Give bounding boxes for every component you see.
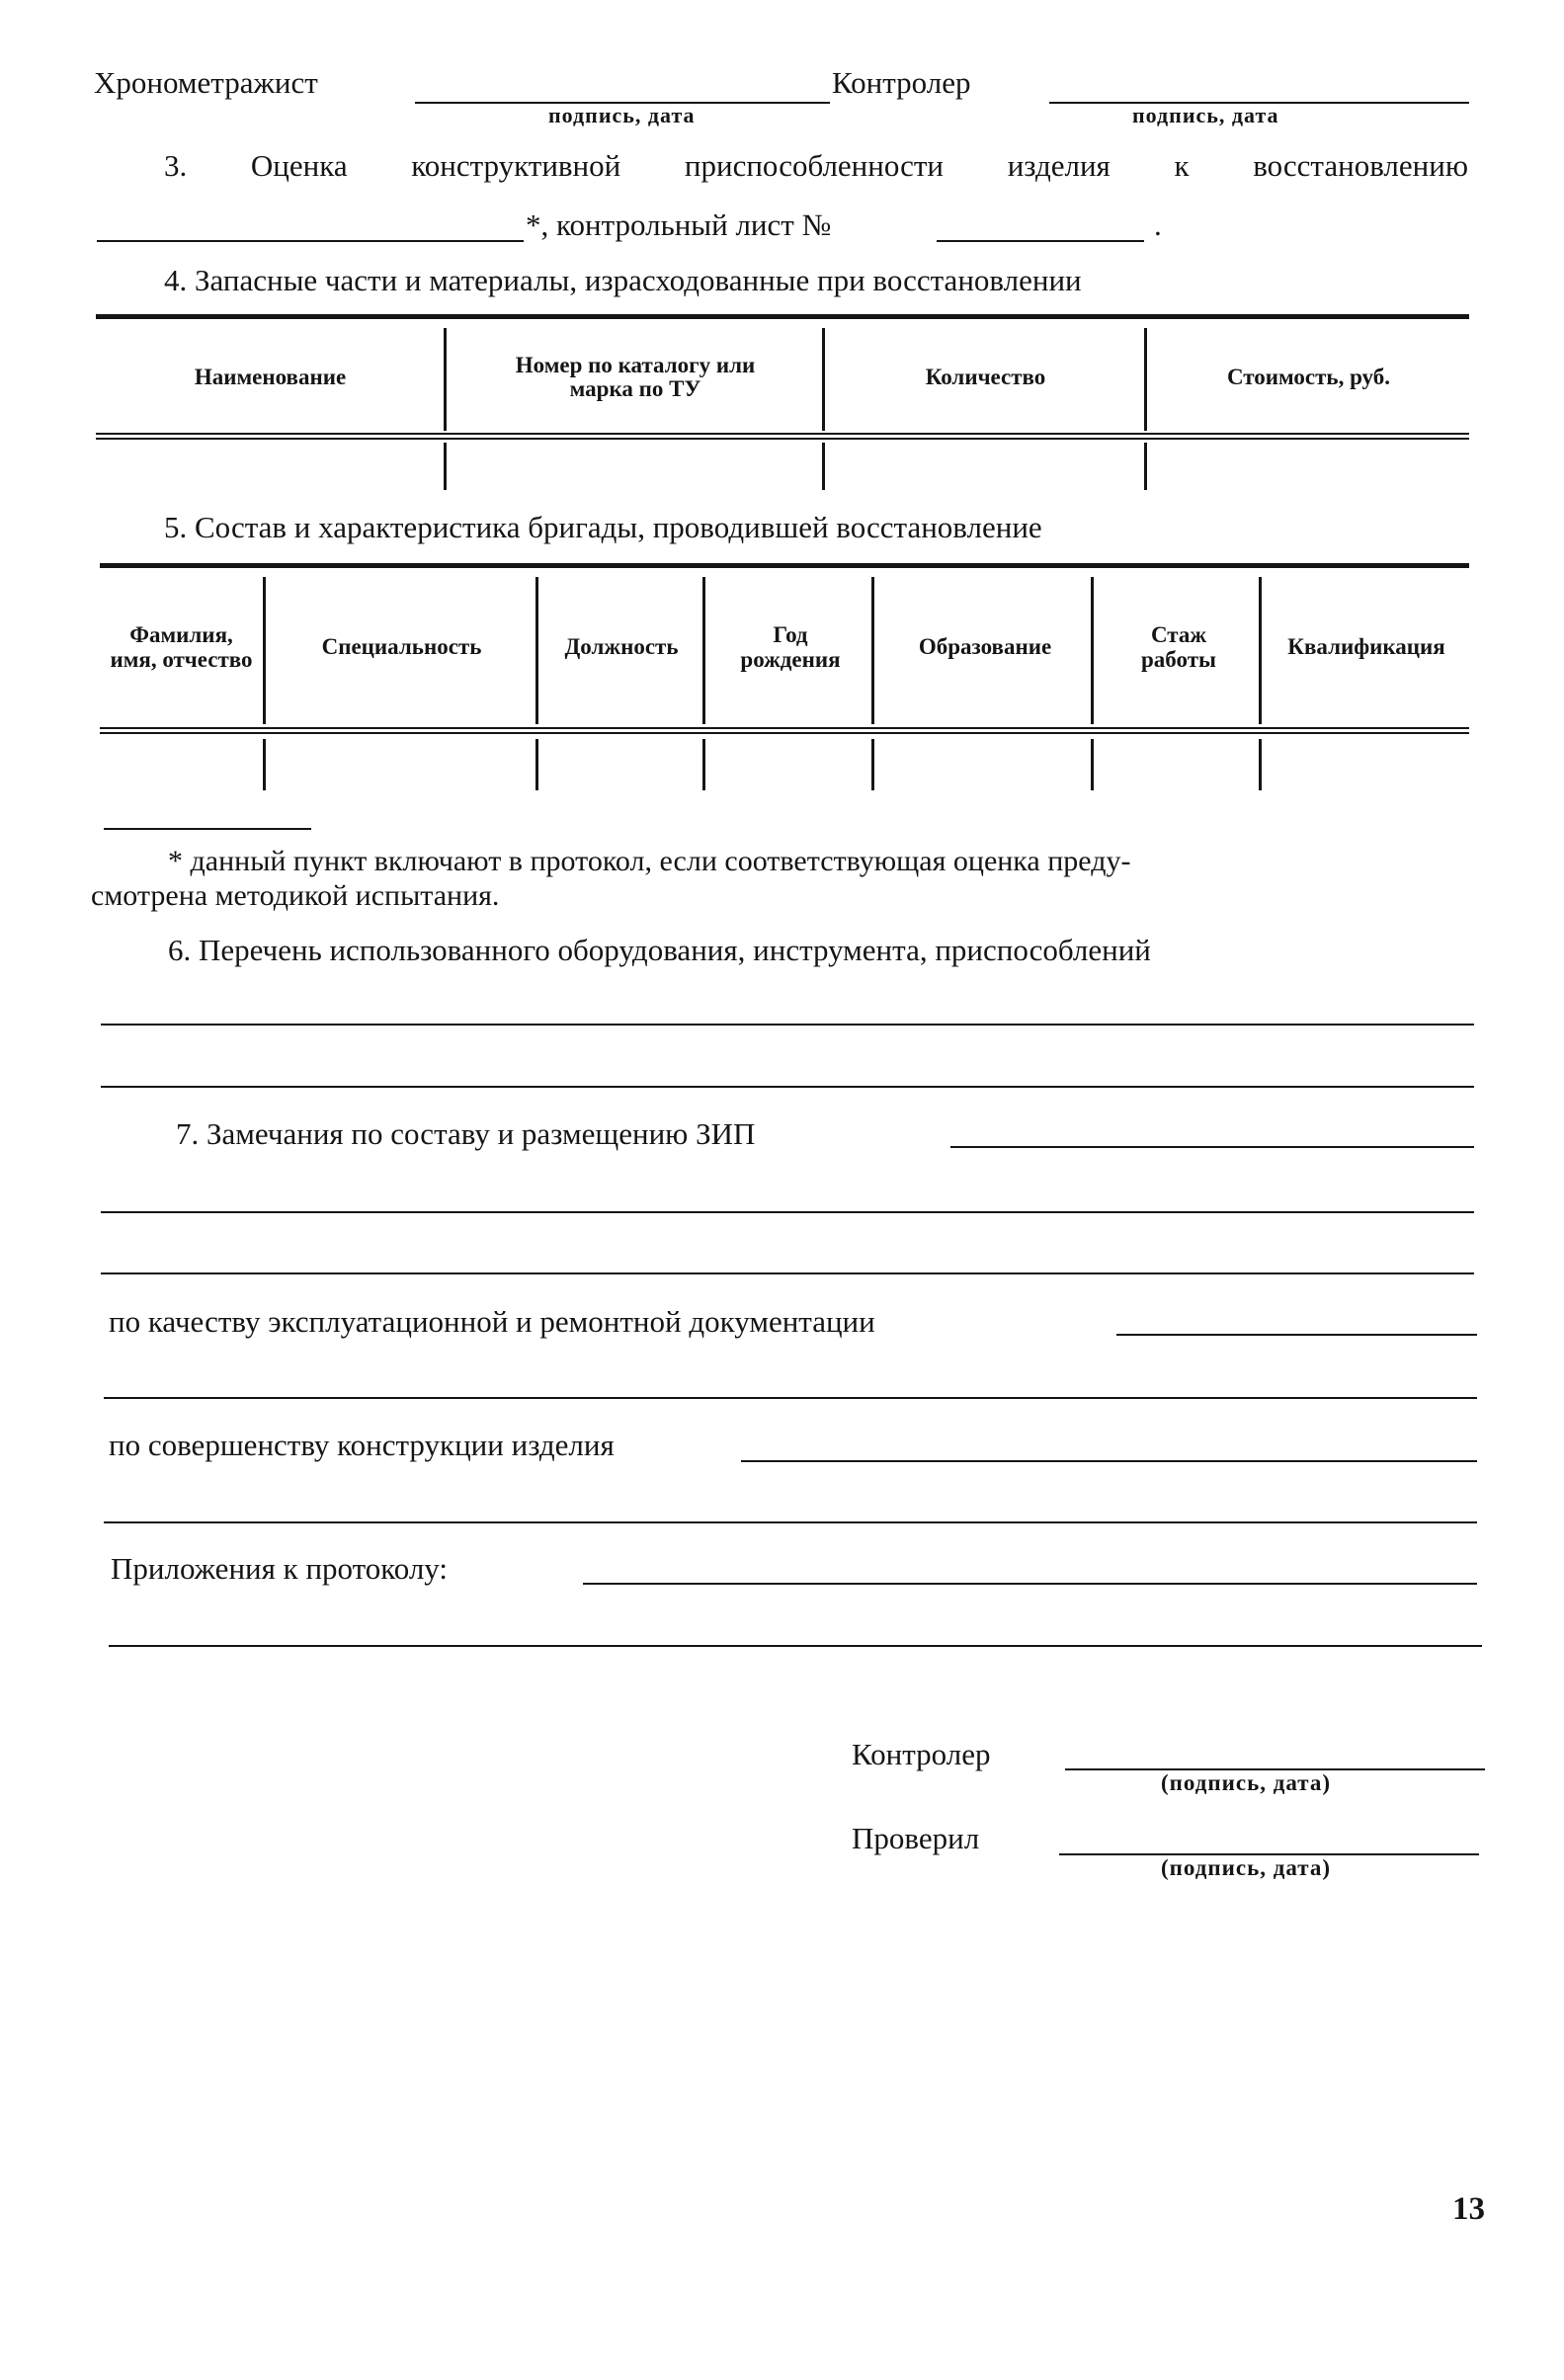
body-divider <box>263 739 266 790</box>
col-divider <box>871 577 874 724</box>
col-header-cost: Стоимость, руб. <box>1226 364 1391 389</box>
col-header-catalog: Номер по каталогу или марка по ТУ <box>515 352 756 401</box>
attachments-line[interactable] <box>109 1645 1482 1647</box>
col-header-education: Образование <box>918 634 1052 660</box>
controller-label: Контролер <box>852 1737 991 1771</box>
controller-label-top: Контролер <box>832 65 971 100</box>
col-header-qualification: Квалификация <box>1287 634 1445 660</box>
header-rule <box>96 433 1469 435</box>
col-divider <box>1259 577 1262 724</box>
timekeeper-signature-caption: подпись, дата <box>548 103 696 127</box>
equipment-line[interactable] <box>101 1024 1474 1026</box>
controller-signature-caption: (подпись, дата) <box>1161 1770 1332 1795</box>
team-table <box>100 563 1469 795</box>
col-header-quantity: Количество <box>925 364 1046 389</box>
section5-title: 5. Состав и характеристика бригады, проводившей восстановление <box>164 510 1042 544</box>
design-line[interactable] <box>104 1521 1477 1523</box>
section4-title: 4. Запасные части и материалы, израсходованные при восстановлении <box>164 263 1082 297</box>
section3-end: . <box>1154 207 1162 242</box>
checked-by-label: Проверил <box>852 1821 980 1855</box>
col-divider <box>263 577 266 724</box>
attachments-line[interactable] <box>583 1583 1477 1585</box>
section7-title: 7. Замечания по составу и размещению ЗИП <box>176 1116 756 1151</box>
col-divider <box>1091 577 1094 724</box>
attachments-label: Приложения к протоколу: <box>111 1551 449 1586</box>
section3-suffix: *, контрольный лист № <box>526 207 832 242</box>
col-header-birth-year: Год рождения <box>740 622 841 672</box>
spare-parts-table <box>96 314 1469 492</box>
footnote-line1: * данный пункт включают в протокол, если соответствующая оценка преду- <box>168 845 1131 877</box>
controller-signature-caption-top: подпись, дата <box>1132 103 1279 127</box>
design-line[interactable] <box>741 1460 1477 1462</box>
footnote-rule <box>104 828 311 830</box>
body-divider <box>702 739 705 790</box>
doc-quality-label: по качеству эксплуатационной и ремонтной документации <box>109 1304 875 1339</box>
timekeeper-label: Хронометражист <box>94 65 318 100</box>
header-rule <box>96 438 1469 440</box>
control-sheet-number-line[interactable] <box>937 240 1144 242</box>
col-divider <box>822 328 825 431</box>
col-header-position: Должность <box>564 634 679 660</box>
body-divider <box>1259 739 1262 790</box>
page-number: 13 <box>1452 2191 1485 2227</box>
section6-title: 6. Перечень использованного оборудования, инструмента, приспособлений <box>168 933 1151 967</box>
header-rule <box>100 727 1469 729</box>
col-divider <box>444 328 447 431</box>
spare-kit-remarks-line[interactable] <box>950 1146 1474 1148</box>
doc-quality-line[interactable] <box>104 1397 1477 1399</box>
col-header-specialty: Специальность <box>321 634 482 660</box>
col-divider <box>535 577 538 724</box>
section3-text: 3. Оценка конструктивной приспособленности изделия к восстановлению <box>164 148 1468 183</box>
header-rule <box>100 732 1469 734</box>
section3-blank-line[interactable] <box>97 240 524 242</box>
body-divider <box>1091 739 1094 790</box>
footnote-line2: смотрена методикой испытания. <box>91 879 500 912</box>
col-header-name: Наименование <box>194 364 347 389</box>
body-divider <box>871 739 874 790</box>
table-top-rule <box>100 563 1469 568</box>
col-divider <box>1144 328 1147 431</box>
checked-by-signature-caption: (подпись, дата) <box>1161 1855 1332 1880</box>
spare-kit-remarks-line[interactable] <box>101 1272 1474 1274</box>
body-divider <box>822 443 825 490</box>
col-header-full-name: Фамилия, имя, отчество <box>110 622 253 672</box>
body-divider <box>535 739 538 790</box>
body-divider <box>1144 443 1147 490</box>
equipment-line[interactable] <box>101 1086 1474 1088</box>
body-divider <box>444 443 447 490</box>
design-label: по совершенству конструкции изделия <box>109 1428 615 1462</box>
table-top-rule <box>96 314 1469 319</box>
doc-quality-line[interactable] <box>1116 1334 1477 1336</box>
spare-kit-remarks-line[interactable] <box>101 1211 1474 1213</box>
col-header-experience: Стаж работы <box>1141 622 1216 672</box>
col-divider <box>702 577 705 724</box>
